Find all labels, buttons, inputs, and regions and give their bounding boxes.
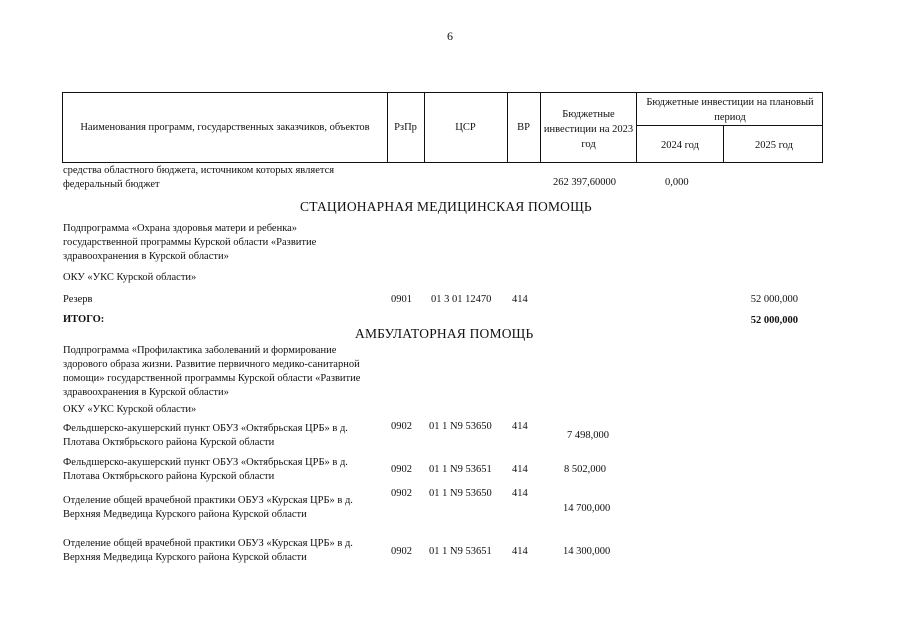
section-title-outpatient: АМБУЛАТОРНАЯ ПОМОЩЬ bbox=[355, 326, 534, 341]
header-2025: 2025 год bbox=[755, 140, 793, 151]
header-vr: ВР bbox=[517, 122, 530, 133]
table-row-name: Фельдшерско-акушерский пункт ОБУЗ «Октябрьская ЦРБ» в д. Плотава Октябрьского района Курской области bbox=[63, 457, 348, 482]
header-budget-2023: Бюджетные инвестиции на 2023 год bbox=[543, 109, 634, 150]
table-row-2023: 14 700,000 bbox=[563, 503, 611, 514]
table-row-vr: 414 bbox=[512, 421, 528, 432]
subprogram-outpatient: Подпрограмма «Профилактика заболеваний и формирование здорового образа жизни. Развитие первичного медико-санитарной помощи» государственной программы Курской области «Развитие здравоохранения в Курской области» bbox=[63, 345, 361, 398]
table-row-2023: 14 300,000 bbox=[563, 546, 611, 557]
table-header bbox=[62, 92, 823, 163]
table-row-rzpr: 0902 bbox=[391, 421, 412, 432]
table-row-name: Фельдшерско-акушерский пункт ОБУЗ «Октябрьская ЦРБ» в д. Плотава Октябрьского района Курской области bbox=[63, 423, 348, 448]
carry-row-2024: 0,000 bbox=[665, 177, 689, 188]
carry-row-text: средства областного бюджета, источником которых является федеральный бюджет bbox=[63, 165, 335, 190]
header-rzpr: РзПр bbox=[394, 122, 417, 133]
customer-inpatient: ОКУ «УКС Курской области» bbox=[63, 272, 197, 283]
table-row-rzpr: 0902 bbox=[391, 488, 412, 499]
table-row-rzpr: 0902 bbox=[391, 546, 412, 557]
table-row-name: Отделение общей врачебной практики ОБУЗ «Курская ЦРБ» в д. Верхняя Медведица Курского района Курской области bbox=[63, 495, 353, 520]
table-row-name: Отделение общей врачебной практики ОБУЗ «Курская ЦРБ» в д. Верхняя Медведица Курского района Курской области bbox=[63, 538, 353, 563]
table-row-csr: 01 1 N9 53651 bbox=[429, 546, 492, 557]
table-row-csr: 01 1 N9 53650 bbox=[429, 488, 492, 499]
table-row-2023: 8 502,000 bbox=[564, 464, 606, 475]
page-number: 6 bbox=[447, 29, 453, 43]
total-label: ИТОГО: bbox=[63, 314, 105, 325]
table-row-vr: 414 bbox=[512, 546, 528, 557]
header-2024: 2024 год bbox=[661, 140, 699, 151]
section-title-inpatient: СТАЦИОНАРНАЯ МЕДИЦИНСКАЯ ПОМОЩЬ bbox=[300, 199, 592, 214]
total-2025: 52 000,000 bbox=[750, 315, 798, 326]
reserve-csr: 01 3 01 12470 bbox=[431, 294, 492, 305]
header-name: Наименования программ, государственных заказчиков, объектов bbox=[80, 122, 370, 133]
reserve-rzpr: 0901 bbox=[391, 294, 412, 305]
header-planned-period: Бюджетные инвестиции на плановый период bbox=[646, 97, 814, 123]
table-row-vr: 414 bbox=[512, 464, 528, 475]
header-csr: ЦСР bbox=[455, 122, 476, 133]
customer-outpatient: ОКУ «УКС Курской области» bbox=[63, 404, 197, 415]
reserve-name: Резерв bbox=[63, 294, 93, 305]
table-row-csr: 01 1 N9 53651 bbox=[429, 464, 492, 475]
reserve-2025: 52 000,000 bbox=[750, 294, 798, 305]
subprogram-inpatient: Подпрограмма «Охрана здоровья матери и ребенка» государственной программы Курской области «Развитие здравоохранения в Курской области» bbox=[63, 223, 317, 262]
table-row-2023: 7 498,000 bbox=[567, 430, 609, 441]
carry-row-2023: 262 397,60000 bbox=[553, 177, 616, 188]
table-row-vr: 414 bbox=[512, 488, 528, 499]
table-row-csr: 01 1 N9 53650 bbox=[429, 421, 492, 432]
table-row-rzpr: 0902 bbox=[391, 464, 412, 475]
reserve-vr: 414 bbox=[512, 294, 528, 305]
